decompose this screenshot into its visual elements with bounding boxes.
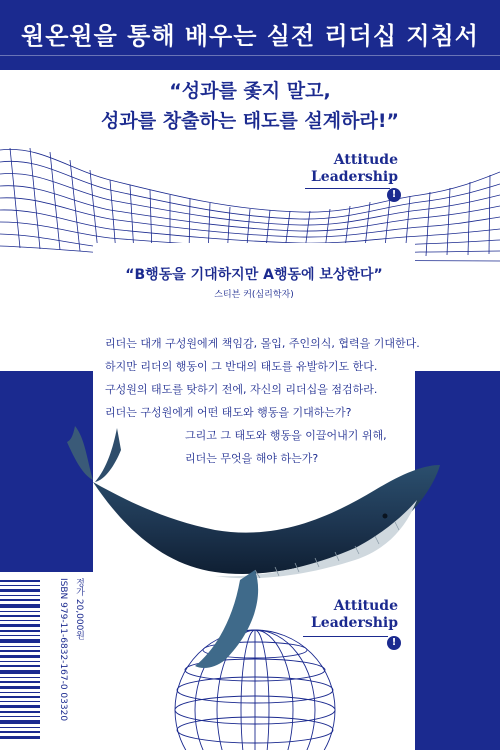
body-line-4: 리더는 구성원에게 어떤 태도와 행동을 기대하는가? bbox=[105, 406, 352, 419]
brand-logo-bottom-line-1: Attitude bbox=[333, 598, 398, 614]
body-line-1: 리더는 대개 구성원에게 책임감, 몰입, 주인의식, 협력을 기대한다. bbox=[105, 337, 420, 350]
body-line-2: 하지만 리더의 행동이 그 반대의 태도를 유발하기도 한다. bbox=[105, 360, 378, 373]
brand-logo-top-line-2: Leadership bbox=[310, 169, 398, 185]
top-banner bbox=[0, 0, 500, 70]
headline-quote-line-1: “성과를 좇지 말고, bbox=[169, 80, 331, 102]
headline-quote-line-2: 성과를 창출하는 태도를 설계하라!” bbox=[101, 110, 399, 132]
top-title: 원온원을 통해 배우는 실전 리더십 지침서 bbox=[21, 22, 479, 50]
top-banner-rule bbox=[0, 55, 500, 56]
card-quote: “B행동을 기대하지만 A행동에 보상한다” bbox=[125, 267, 383, 283]
body-line-3: 구성원의 태도를 탓하기 전에, 자신의 리더십을 점검하라. bbox=[105, 383, 378, 396]
headline-quote bbox=[0, 76, 500, 136]
brand-divider-top bbox=[305, 188, 390, 189]
brand-logo-bottom-line-2: Leadership bbox=[310, 615, 398, 631]
barcode-area bbox=[0, 572, 93, 750]
brand-logo-bottom bbox=[298, 598, 398, 632]
exclamation-badge-top: ! bbox=[387, 188, 401, 202]
brand-logo-top bbox=[300, 152, 398, 186]
card-quote-source: 스티븐 커(심리학자) bbox=[214, 290, 294, 300]
exclamation-badge-bottom: ! bbox=[387, 636, 401, 650]
barcode bbox=[0, 572, 40, 750]
body-line-6: 리더는 무엇을 해야 하는가? bbox=[185, 452, 319, 465]
price-text: 정가 20,000원 bbox=[74, 578, 84, 640]
body-line-5: 그리고 그 태도와 행동을 이끌어내기 위해, bbox=[185, 429, 387, 442]
brand-divider-bottom bbox=[303, 636, 388, 637]
brand-logo-top-line-1: Attitude bbox=[333, 152, 398, 168]
isbn-text: ISBN 979-11-6832-167-0 03320 bbox=[58, 578, 68, 722]
